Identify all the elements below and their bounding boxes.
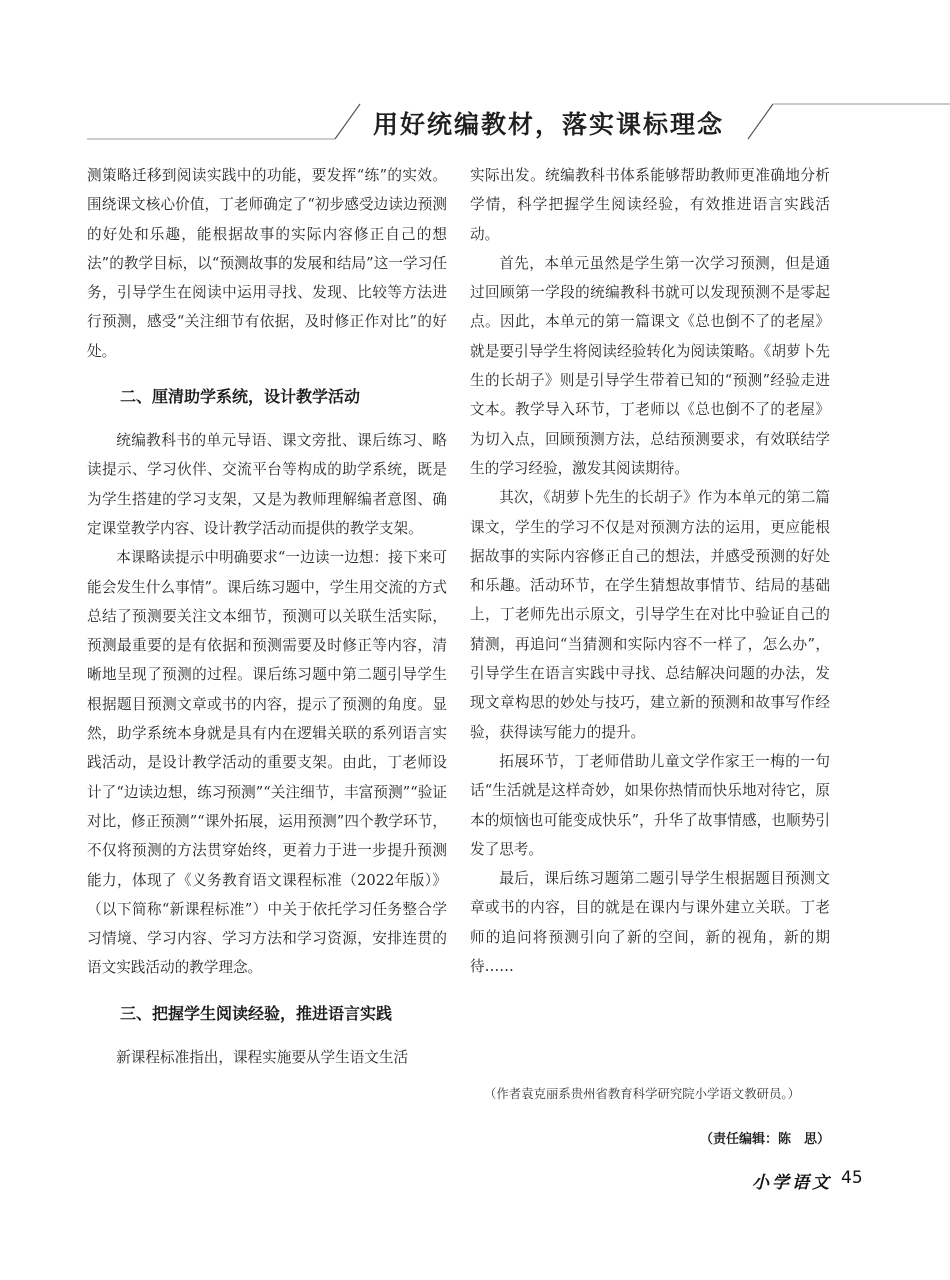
left-paragraph-4: 新课程标准指出，课程实施要从学生语文生活 xyxy=(116,1048,409,1066)
right-paragraph-3: 其次，《胡萝卜先生的长胡子》作为本单元的第二篇课文，学生的学习不仅是对预测方法的运用，更应能根据故事的实际内容修正自己的想法，并感受预测的好处和乐趣。活动环节，在学生猜想故事情节、结局的基础上，丁老师先出示原文，引导学生在对比中验证自己的猜测，再追问“当猜测和实际内容不一样了，怎么办”，引导学生在语言实践中寻找、总结解决问题的办法，发现文章构思的妙处与技巧，建立新的预测和故事写作经验，获得读写能力的提升。 xyxy=(470,489,830,741)
section-heading-2: 二、厘清助学系统，设计教学活动 xyxy=(120,387,361,407)
page-number: 45 xyxy=(841,1168,863,1188)
section-heading-3: 三、把握学生阅读经验，推进语言实践 xyxy=(120,1003,393,1023)
right-paragraph-4: 拓展环节，丁老师借助儿童文学作家王一梅的一句话“生活就是这样奇妙，如果你热情而快乐地对待它，原本的烦恼也可能变成快乐”，升华了故事情感，也顺势引发了思考。 xyxy=(470,752,830,858)
left-column xyxy=(87,161,447,1072)
left-paragraph-3: 本课略读提示中明确要求“一边读一边想：接下来可能会发生什么事情”。课后练习题中，学生用交流的方式总结了预测要关注文本细节，预测可以关联生活实际，预测最重要的是有依据和预测需要及时修正等内容，清晰地呈现了预测的过程。课后练习题中第二题引导学生根据题目预测文章或书的内容，提示了预测的角度。显然，助学系统本身就是具有内在逻辑关联的系列语言实践活动，是设计教学活动的重要支架。由此，丁老师设计了“边读边想，练习预测”“关注细节，丰富预测”“验证对比，修正预测”“课外拓展，运用预测”四个教学环节，不仅将预测的方法贯穿始终，更着力于进一步提升预测能力，体现了《义务教育语文课程标准（2022年版）》（以下简称“新课程标准”）中关于依托学习任务整合学习情境、学习内容、学习方法和学习资源，安排连贯的语文实践活动的教学理念。 xyxy=(87,549,447,977)
left-paragraph-1: 测策略迁移到阅读实践中的功能，要发挥“练”的实效。围绕课文核心价值，丁老师确定了“初步感受边读边预测的好处和乐趣，能根据故事的实际内容修正自己的想法”的教学目标，以“预测故事的发展和结局”这一学习任务，引导学生在阅读中运用寻找、发现、比较等方法进行预测，感受“关注细节有依据，及时修正作对比”的好处。 xyxy=(87,167,447,360)
header-title: 用好统编教材，落实课标理念 xyxy=(373,110,725,139)
page-header xyxy=(0,0,950,150)
right-column xyxy=(470,161,830,981)
right-paragraph-1: 实际出发。统编教科书体系能够帮助教师更准确地分析学情，科学把握学生阅读经验，有效推进语言实践活动。 xyxy=(470,167,830,243)
author-note: （作者袁克丽系贵州省教育科学研究院小学语文教研员。） xyxy=(484,1086,800,1101)
left-paragraph-2: 统编教科书的单元导语、课文旁批、课后练习、略读提示、学习伙伴、交流平台等构成的助学系统，既是为学生搭建的学习支架，又是为教师理解编者意图、确定课堂教学内容、设计教学活动而提供的教学支架。 xyxy=(87,432,447,537)
header-slash-left xyxy=(335,104,360,139)
journal-brand: 小学语文 xyxy=(752,1173,832,1193)
responsible-editor: （责任编辑：陈 思） xyxy=(699,1132,830,1147)
right-paragraph-5: 最后，课后练习题第二题引导学生根据题目预测文章或书的内容，目的就是在课内与课外建立关联。丁老师的追问将预测引向了新的空间，新的视角，新的期待…… xyxy=(470,870,830,976)
right-paragraph-2: 首先，本单元虽然是学生第一次学习预测，但是通过回顾第一学段的统编教科书就可以发现预测不是零起点。因此，本单元的第一篇课文《总也倒不了的老屋》就是要引导学生将阅读经验转化为阅读策略。《胡萝卜先生的长胡子》则是引导学生带着已知的“预测”经验走进文本。教学导入环节，丁老师以《总也倒不了的老屋》为切入点，回顾预测方法，总结预测要求，有效联结学生的学习经验，激发其阅读期待。 xyxy=(470,254,830,477)
